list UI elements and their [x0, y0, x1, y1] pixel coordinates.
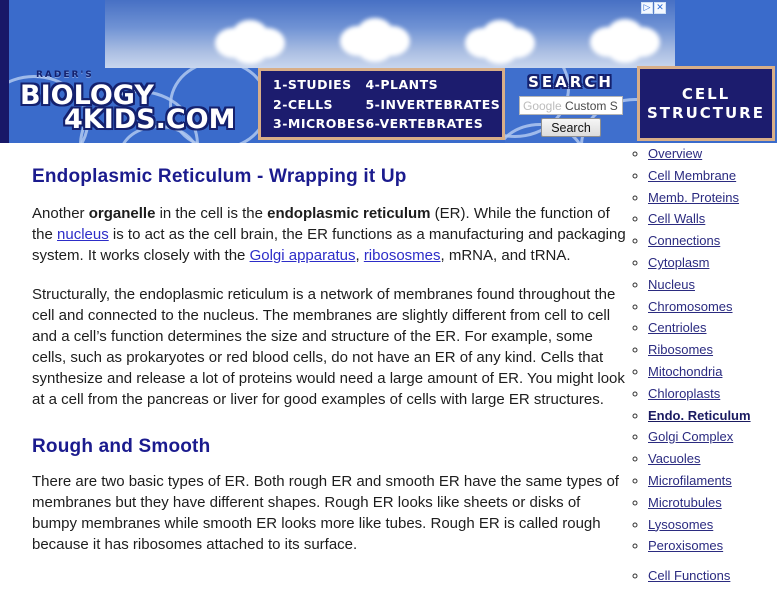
nav-column-2	[365, 77, 500, 131]
section-title-line1: CELL	[681, 84, 731, 103]
sidebar-link-cell-functions[interactable]: Cell Functions	[648, 568, 731, 584]
site-header	[0, 0, 777, 143]
cloud-icon	[358, 20, 392, 48]
sidebar-item	[648, 430, 777, 443]
sidebar-item	[648, 365, 777, 378]
sidebar-link-cytoplasm[interactable]: Cytoplasm	[648, 254, 710, 270]
search-panel	[505, 68, 637, 143]
text: , mRNA, and tRNA.	[440, 247, 571, 264]
nav-item-vertebrates[interactable]: 6-VERTEBRATES	[365, 116, 484, 131]
cloud-icon	[233, 22, 267, 50]
section-nav-box	[258, 68, 505, 140]
sidebar-item	[648, 539, 777, 552]
nav-item-plants[interactable]: 4-PLANTS	[365, 77, 439, 92]
cloud-icon	[483, 22, 517, 50]
text: Another	[32, 205, 89, 222]
ad-close-icon[interactable]: ✕	[654, 2, 666, 14]
sidebar-item	[648, 147, 777, 160]
sidebar-link-endo-reticulum[interactable]: Endo. Reticulum	[648, 407, 751, 423]
inline-link[interactable]: nucleus	[57, 226, 109, 243]
inline-link[interactable]: Golgi apparatus	[249, 247, 356, 264]
subsection-title: Rough and Smooth	[32, 436, 211, 457]
paragraph-types: There are two basic types of ER. Both rough ER and smooth ER have the same types of membranes but they have different shapes. Rough ER looks like sheets or disks of bumpy membranes while smooth ER looks more like tubes. Rough ER is called rough because it has ribosomes attached to its surface.	[32, 473, 619, 553]
text: (ER). While the function of the	[32, 205, 610, 243]
sidebar-item	[648, 212, 777, 225]
search-watermark-text: Custom S	[561, 99, 618, 113]
sidebar-item	[648, 343, 777, 356]
sidebar-item	[648, 496, 777, 509]
sidebar-link-chromosomes[interactable]: Chromosomes	[648, 298, 733, 314]
sidebar-item	[648, 191, 777, 204]
text: ,	[355, 247, 364, 264]
search-input[interactable]	[519, 96, 623, 115]
sidebar-nav	[630, 147, 777, 591]
nav-item-microbes[interactable]: 3-MICROBES	[273, 116, 366, 131]
sidebar-link-lysosomes[interactable]: Lysosomes	[648, 516, 714, 532]
section-title-box	[637, 66, 775, 141]
nav-item-invertebrates[interactable]: 5-INVERTEBRATES	[365, 96, 501, 112]
inline-link[interactable]: ribososmes	[363, 247, 441, 264]
sidebar-item	[648, 409, 777, 422]
text: in the cell is the	[155, 205, 268, 222]
sidebar-link-peroxisomes[interactable]: Peroxisomes	[648, 538, 724, 554]
search-title: SEARCH	[528, 73, 614, 91]
sidebar-link-vacuoles[interactable]: Vacuoles	[648, 451, 701, 467]
sidebar-link-memb-proteins[interactable]: Memb. Proteins	[648, 189, 740, 205]
sidebar-item	[648, 474, 777, 487]
search-watermark-brand: Google	[523, 99, 562, 113]
nav-item-cells[interactable]: 2-CELLS	[273, 96, 334, 112]
sidebar-link-overview[interactable]: Overview	[648, 146, 703, 161]
sidebar-item	[648, 518, 777, 531]
sidebar-item	[648, 256, 777, 269]
sidebar-item	[648, 452, 777, 465]
sidebar-item	[648, 278, 777, 291]
page-title: Endoplasmic Reticulum - Wrapping it Up	[32, 166, 407, 187]
adchoices-icon[interactable]: ▷	[641, 2, 653, 14]
ad-controls	[641, 2, 666, 14]
text: is to act as the cell brain, the ER functions as a manufacturing and packaging system. It works closely with the	[32, 226, 626, 264]
sidebar-item	[648, 300, 777, 313]
ad-banner[interactable]	[105, 0, 675, 68]
brand-line1-label: BIOLOGY	[20, 80, 154, 111]
search-button[interactable]: Search	[541, 118, 601, 137]
sidebar-link-cell-membrane[interactable]: Cell Membrane	[648, 167, 737, 183]
sidebar-item	[648, 321, 777, 334]
sidebar-link-microtubules[interactable]: Microtubules	[648, 494, 722, 510]
header-left-stripe	[0, 0, 9, 143]
sidebar-item	[648, 387, 777, 400]
nav-column-1	[273, 77, 365, 131]
cloud-icon	[608, 21, 642, 49]
sidebar-link-connections[interactable]: Connections	[648, 233, 721, 249]
sidebar-link-cell-walls[interactable]: Cell Walls	[648, 211, 706, 227]
section-title-line2: STRUCTURE	[647, 104, 765, 122]
sidebar-item	[648, 169, 777, 182]
sidebar-link-ribosomes[interactable]: Ribosomes	[648, 342, 714, 358]
brand-line2-label: 4KIDS.COM	[64, 104, 236, 135]
paragraph-structure: Structurally, the endoplasmic reticulum is a network of membranes found throughout the cell and connected to the nucleus. The membranes are slightly different from cell to cell and a cell’s function determines the size and structure of the ER. For example, some cells, such as prokaryotes or red blood cells, do not have an ER of any kind. Cells that synthesize and release a lot of proteins would need a large amount of ER. You might look at a cell from the pancreas or liver for good examples of cells with large ER structures.	[32, 286, 625, 408]
sidebar-link-golgi-complex[interactable]: Golgi Complex	[648, 429, 734, 445]
main-content	[32, 166, 628, 573]
sidebar-link-nucleus[interactable]: Nucleus	[648, 276, 695, 292]
sidebar-item	[648, 234, 777, 247]
sidebar-link-mitochondria[interactable]: Mitochondria	[648, 363, 723, 379]
sidebar-link-centrioles[interactable]: Centrioles	[648, 320, 707, 336]
sidebar-link-chloroplasts[interactable]: Chloroplasts	[648, 385, 721, 401]
bold-text: endoplasmic reticulum	[267, 205, 431, 222]
sidebar-item	[648, 569, 777, 582]
sidebar-link-microfilaments[interactable]: Microfilaments	[648, 472, 732, 488]
sidebar-list	[630, 147, 777, 582]
bold-text: organelle	[88, 205, 156, 222]
paragraph-intro	[32, 203, 628, 266]
brand-prefix-label: RADER'S	[36, 70, 94, 80]
nav-item-studies[interactable]: 1-STUDIES	[273, 77, 352, 92]
